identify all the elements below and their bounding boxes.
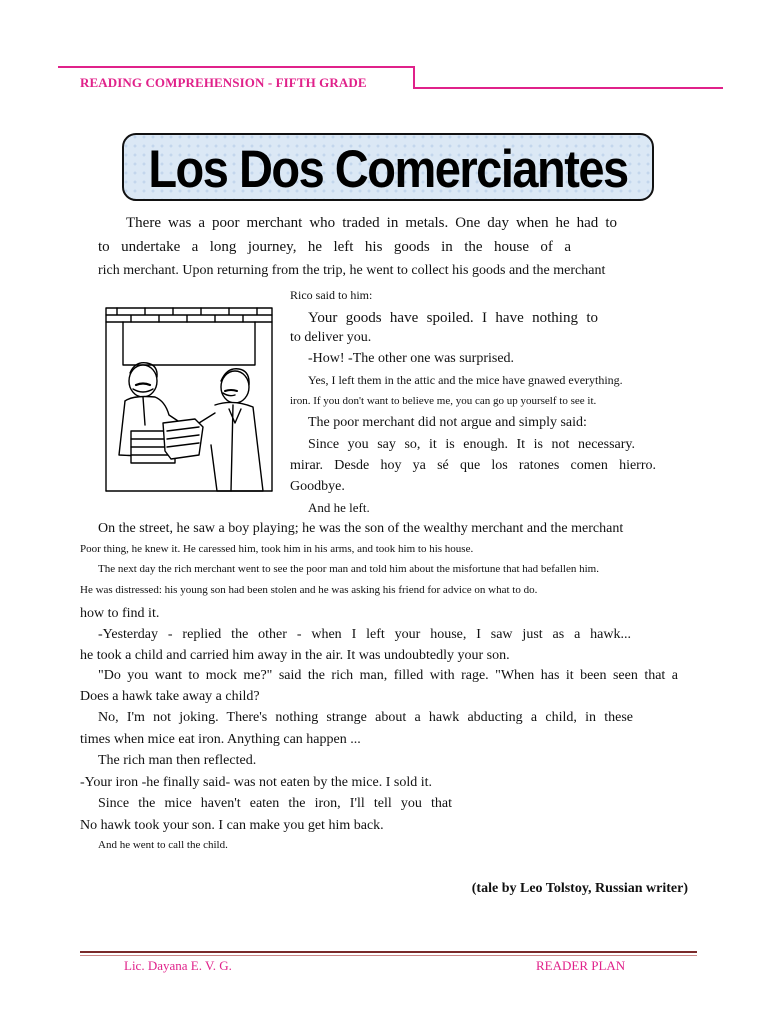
story-line: how to find it. [80, 606, 160, 621]
story-line: to deliver you. [290, 330, 372, 345]
story-line: He was distressed: his young son had been stolen and he was asking his friend for advice on what to do. [80, 584, 538, 596]
story-line: "Do you want to mock me?" said the rich man, filled with rage. "When has it been seen that a [98, 668, 678, 683]
story-line: times when mice eat iron. Anything can happen ... [80, 732, 361, 747]
story-line: Does a hawk take away a child? [80, 689, 260, 704]
story-line: iron. If you don't want to believe me, you can go up yourself to see it. [290, 395, 597, 407]
header-rule-left [58, 66, 414, 68]
footer-rule-thin [80, 955, 697, 956]
story-line: No hawk took your son. I can make you get him back. [80, 818, 384, 833]
story-line: The next day the rich merchant went to see the poor man and told him about the misfortune that had befallen him. [98, 563, 599, 575]
story-line: Since the mice haven't eaten the iron, I'll tell you that [98, 796, 452, 811]
story-line: On the street, he saw a boy playing; he was the son of the wealthy merchant and the merchant [98, 521, 624, 536]
story-line: The rich man then reflected. [98, 753, 257, 768]
story-line: rich merchant. Upon returning from the trip, he went to collect his goods and the merchant [98, 263, 606, 278]
story-line: to undertake a long journey, he left his goods in the house of a [98, 239, 571, 255]
story-line: Goodbye. [290, 479, 345, 494]
story-line: Poor thing, he knew it. He caressed him, took him in his arms, and took him to his house. [80, 543, 474, 555]
footer-plan: READER PLAN [536, 958, 626, 973]
story-line: Since you say so, it is enough. It is not necessary. [308, 437, 635, 452]
footer-rule [80, 951, 697, 953]
story-line: There was a poor merchant who traded in metals. One day when he had to [126, 215, 617, 231]
story-line: mirar. Desde hoy ya sé que los ratones comen hierro. [290, 458, 656, 473]
page-title: Los Dos Comerciantes [148, 138, 628, 199]
footer-author: Lic. Dayana E. V. G. [124, 958, 232, 973]
story-line: Your goods have spoiled. I have nothing to [308, 310, 598, 326]
story-line: Rico said to him: [290, 288, 373, 302]
story-line: he took a child and carried him away in the air. It was undoubtedly your son. [80, 648, 510, 663]
story-line: Yes, I left them in the attic and the mice have gnawed everything. [308, 373, 623, 387]
header-rule-right [413, 87, 723, 89]
story-line: The poor merchant did not argue and simply said: [308, 415, 587, 430]
story-line: And he left. [308, 500, 370, 515]
story-line: -How! -The other one was surprised. [308, 351, 515, 366]
header-label: READING COMPREHENSION - FIFTH GRADE [80, 75, 367, 90]
story-line: No, I'm not joking. There's nothing strange about a hawk abducting a child, in these [98, 710, 633, 725]
story-credit: (tale by Leo Tolstoy, Russian writer) [471, 881, 688, 896]
header-rule-step [413, 66, 415, 89]
story-line: -Yesterday - replied the other - when I left your house, I saw just as a hawk... [98, 627, 631, 642]
story-line: -Your iron -he finally said- was not eaten by the mice. I sold it. [80, 775, 433, 790]
story-line: And he went to call the child. [98, 839, 228, 851]
merchants-illustration [103, 305, 283, 497]
title-banner [122, 133, 654, 201]
